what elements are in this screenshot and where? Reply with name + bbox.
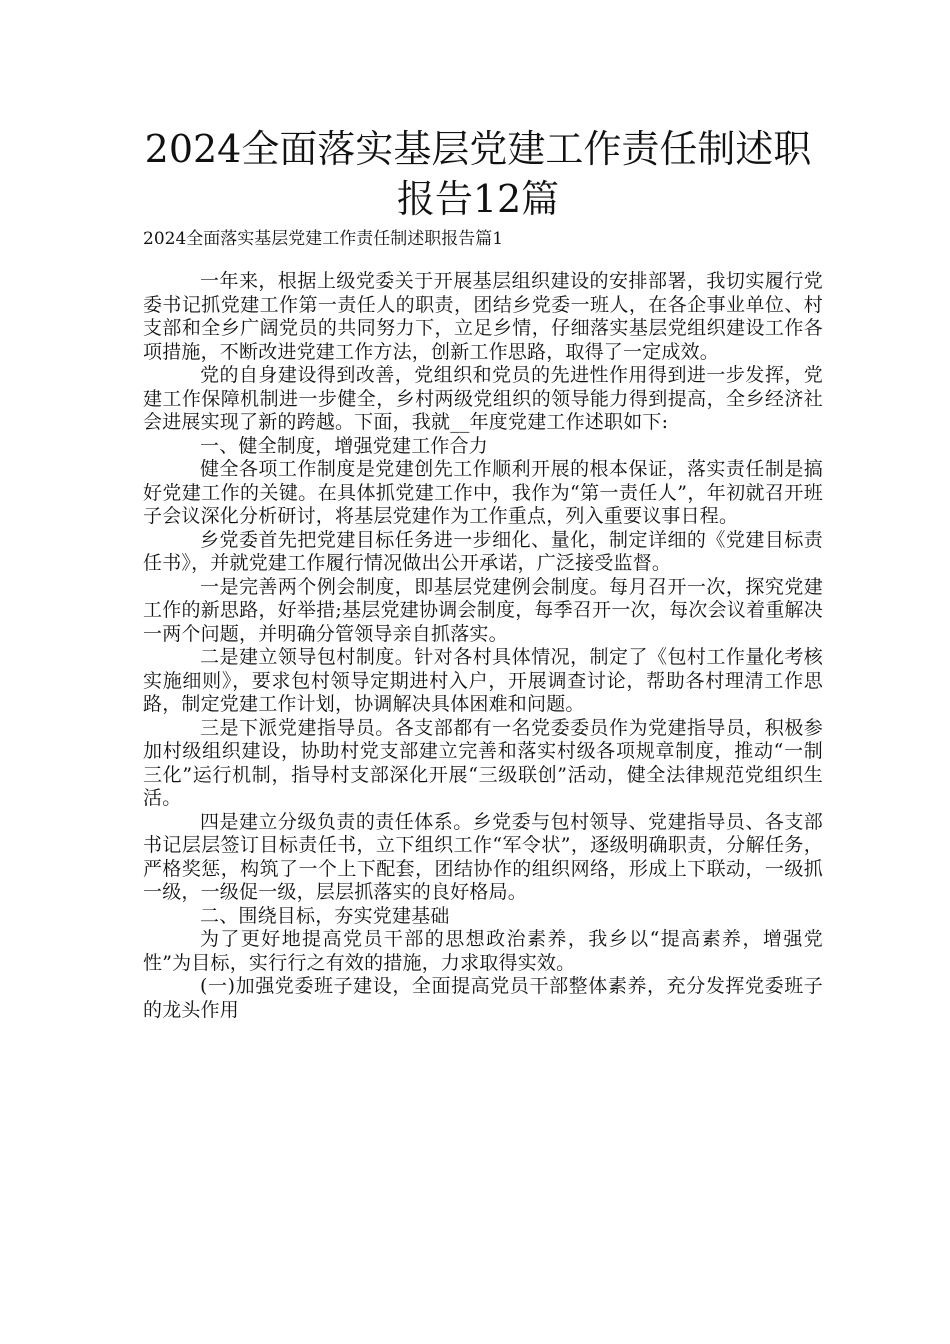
paragraph: 健全各项工作制度是党建创先工作顺利开展的根本保证，落实责任制是搞好党建工作的关键。在具体抓党建工作中，我作为“第一责任人”，年初就召开班子会议深化分析研讨，将基层党建作为工作重点，列入重要议事日程。	[143, 458, 823, 527]
paragraph: 一年来，根据上级党委关于开展基层组织建设的安排部署，我切实履行党委书记抓党建工作第一责任人的职责，团结乡党委一班人，在各企事业单位、村支部和全乡广阔党员的共同努力下，立足乡情，仔细落实基层党组织建设工作各项措施，不断改进党建工作方法，创新工作思路，取得了一定成效。	[143, 270, 823, 363]
document-body	[143, 270, 823, 1022]
document-subtitle: 2024全面落实基层党建工作责任制述职报告篇1	[143, 229, 504, 249]
paragraph: 二是建立领导包村制度。针对各村具体情况，制定了《包村工作量化考核实施细则》，要求包村领导定期进村入户，开展调查讨论，帮助各村理清工作思路，制定党建工作计划，协调解决具体困难和问题。	[143, 646, 823, 715]
document-title: 2024全面落实基层党建工作责任制述职报告12篇	[144, 127, 812, 221]
paragraph: 为了更好地提高党员干部的思想政治素养，我乡以“提高素养，增强党性”为目标，实行行之有效的措施，力求取得实效。	[143, 928, 823, 974]
paragraph: 三是下派党建指导员。各支部都有一名党委委员作为党建指导员，积极参加村级组织建设，协助村党支部建立完善和落实村级各项规章制度，推动“一制三化”运行机制，指导村支部深化开展“三级联创”活动，健全法律规范党组织生活。	[143, 716, 823, 809]
paragraph: 乡党委首先把党建目标任务进一步细化、量化，制定详细的《党建目标责任书》，并就党建工作履行情况做出公开承诺，广泛接受监督。	[143, 528, 823, 574]
paragraph: 四是建立分级负责的责任体系。乡党委与包村领导、党建指导员、各支部书记层层签订目标责任书，立下组织工作“军令状”，逐级明确职责，分解任务，严格奖惩，构筑了一个上下配套，团结协作的组织网络，形成上下联动，一级抓一级，一级促一级，层层抓落实的良好格局。	[143, 810, 823, 903]
section-heading: 二、围绕目标，夯实党建基础	[200, 904, 450, 927]
paragraph: 党的自身建设得到改善，党组织和党员的先进性作用得到进一步发挥，党建工作保障机制进一步健全，乡村两级党组织的领导能力得到提高，全乡经济社会进展实现了新的跨越。下面，我就__年度党建工作述职如下:	[143, 364, 823, 433]
paragraph: 一是完善两个例会制度，即基层党建例会制度。每月召开一次，探究党建工作的新思路，好举措;基层党建协调会制度，每季召开一次，每次会议着重解决一两个问题，并明确分管领导亲自抓落实。	[143, 575, 823, 645]
section-heading: 一、健全制度，增强党建工作合力	[200, 434, 489, 457]
paragraph: (一)加强党委班子建设，全面提高党员干部整体素养，充分发挥党委班子的龙头作用	[143, 975, 823, 1021]
